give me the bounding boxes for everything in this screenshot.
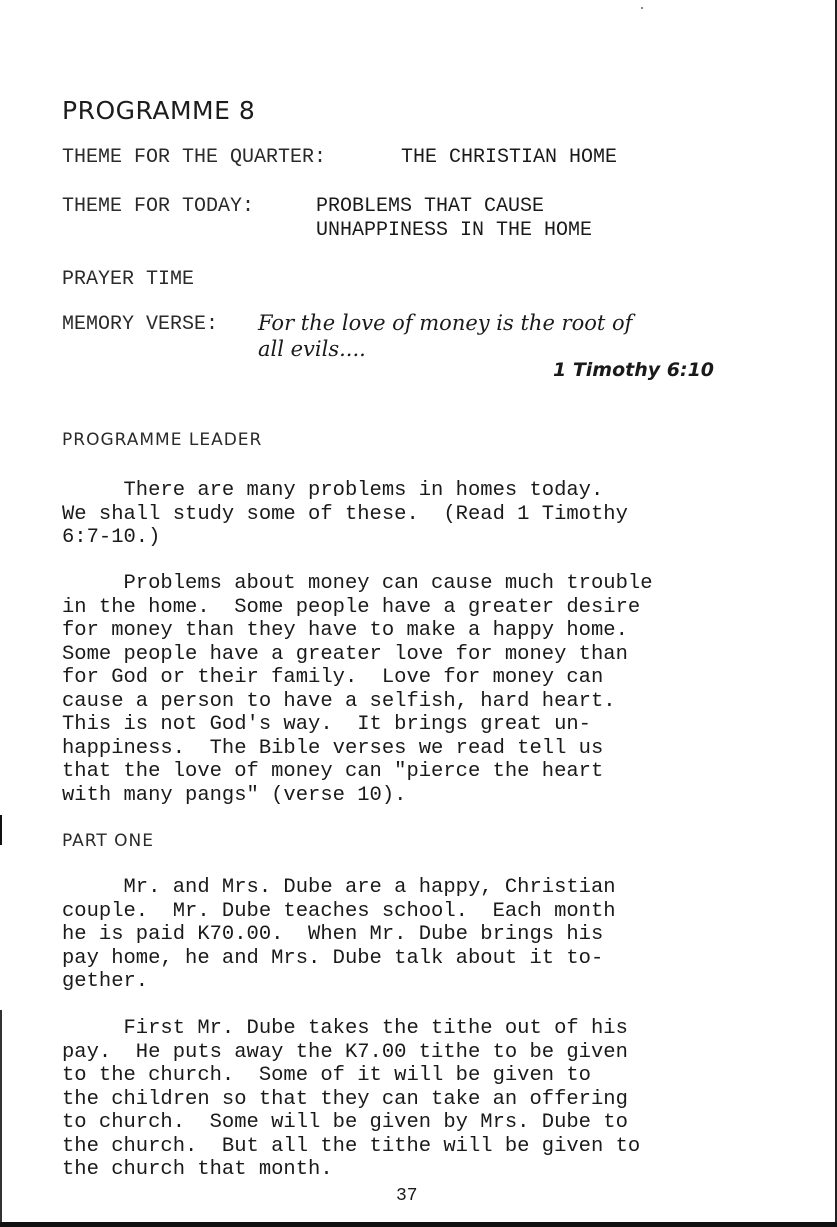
text-line: 6:7-10.) (62, 526, 161, 549)
text-line: pay home, he and Mrs. Dube talk about it to- (62, 946, 604, 970)
part-one-paragraph-2 (62, 1017, 762, 1182)
text-line: We shall study some of these. (Read 1 Timothy (62, 502, 628, 526)
text-line: he is paid K70.00. When Mr. Dube brings his (62, 923, 604, 946)
leader-paragraph-1 (62, 479, 762, 550)
text-line: with many pangs" (verse 10). (62, 783, 407, 807)
scan-edge-bottom (0, 1222, 837, 1227)
text-line: gether. (62, 970, 149, 993)
memory-verse-line-1: For the love of money is the root of (258, 311, 633, 335)
text-line: the children so that they can take an offering (62, 1087, 628, 1111)
text-line: to church. Some will be given by Mrs. Dube to (62, 1111, 628, 1134)
programme-leader-heading: PROGRAMME LEADER (62, 430, 263, 450)
quarter-theme-label: THEME FOR THE QUARTER: (62, 146, 327, 169)
quarter-theme-value: THE CHRISTIAN HOME (401, 146, 618, 169)
leader-paragraph-2 (62, 572, 762, 807)
prayer-time-label: PRAYER TIME (62, 268, 195, 291)
text-line: Some people have a greater love for money than (62, 642, 628, 666)
page-number: 37 (396, 1186, 418, 1206)
memory-verse-reference: 1 Timothy 6:10 (553, 359, 715, 381)
text-line: cause a person to have a selfish, hard heart. (62, 689, 616, 713)
text-line: There are many problems in homes today. (62, 479, 604, 502)
today-theme-line-2: UNHAPPINESS IN THE HOME (316, 219, 593, 242)
text-line: couple. Mr. Dube teaches school. Each month (62, 899, 616, 923)
scan-edge-left (0, 1010, 2, 1225)
text-line: Mr. and Mrs. Dube are a happy, Christian (62, 876, 616, 899)
part-one-heading: PART ONE (62, 831, 154, 851)
memory-verse-line-2: all evils.... (258, 337, 366, 361)
text-line: the church. But all the tithe will be given to (62, 1134, 641, 1158)
text-line: happiness. The Bible verses we read tell us (62, 736, 604, 760)
scan-speck (641, 7, 643, 9)
today-theme-line-1: PROBLEMS THAT CAUSE (316, 195, 545, 218)
text-line: pay. He puts away the K7.00 tithe to be given (62, 1040, 628, 1064)
text-line: This is not God's way. It brings great un- (62, 713, 591, 736)
text-line: for God or their family. Love for money can (62, 666, 604, 689)
text-line: First Mr. Dube takes the tithe out of his (62, 1017, 628, 1040)
page-title: PROGRAMME 8 (62, 96, 256, 125)
today-theme-label: THEME FOR TODAY: (62, 195, 255, 218)
text-line: Problems about money can cause much trouble (62, 572, 653, 595)
memory-verse-label: MEMORY VERSE: (62, 313, 219, 336)
text-line: to the church. Some of it will be given to (62, 1064, 591, 1087)
text-line: for money than they have to make a happy home. (62, 619, 628, 642)
text-line: in the home. Some people have a greater desire (62, 595, 641, 619)
scan-edge-left-mark (0, 815, 2, 845)
text-line: the church that month. (62, 1158, 333, 1181)
text-line: that the love of money can "pierce the heart (62, 760, 604, 783)
part-one-paragraph-1 (62, 876, 762, 994)
